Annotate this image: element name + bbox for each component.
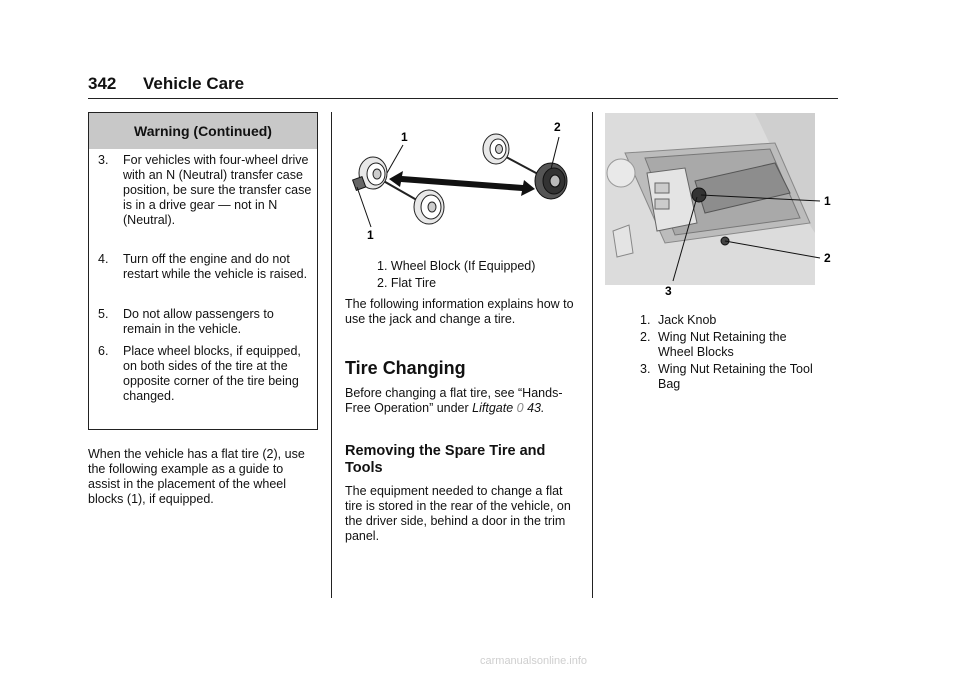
figure-caption: 2. Flat Tire <box>377 276 437 290</box>
cross-reference-paragraph <box>345 386 577 416</box>
caption-text: Wing Nut Retaining the Wheel Blocks <box>658 330 787 359</box>
warning-item <box>98 307 314 337</box>
warning-item-text: For vehicles with four-wheel drive with an N (Neutral) transfer case position, be sure the transfer case is in a drive gear — not in N (Neutral). <box>123 153 312 227</box>
front-tire-left <box>483 134 509 164</box>
callout-label: 3 <box>665 284 672 298</box>
figure-caption <box>640 362 820 392</box>
warning-item-number: 3. <box>98 153 109 167</box>
section-title: Vehicle Care <box>143 74 245 93</box>
figure-caption: 1. Wheel Block (If Equipped) <box>377 259 536 273</box>
header-rule <box>88 98 838 99</box>
warning-item <box>98 344 314 404</box>
wheel-block-diagram <box>345 115 577 243</box>
figure-caption <box>640 330 820 360</box>
intro-paragraph: The following information explains how to use the jack and change a tire. <box>345 297 574 326</box>
section-heading: Tire Changing <box>345 358 466 378</box>
page-number: 342 <box>88 74 117 93</box>
rear-tire-right <box>414 190 444 224</box>
callout-label: 1 <box>401 130 408 144</box>
warning-title: Warning (Continued) <box>89 113 317 149</box>
caption-text: Jack Knob <box>658 313 717 327</box>
column-divider-1 <box>331 112 332 598</box>
watermark: carmanualsonline.info <box>480 655 588 667</box>
warning-item-text: Do not allow passengers to remain in the vehicle. <box>123 307 274 336</box>
xref-title: Liftgate <box>472 401 514 415</box>
xref-page: 43 <box>527 401 542 415</box>
callout-label: 1 <box>367 228 374 242</box>
caption-number: 2. <box>640 330 651 344</box>
warning-item-number: 4. <box>98 252 109 266</box>
page-ref-icon: 0 <box>516 401 524 415</box>
warning-item-number: 6. <box>98 344 109 358</box>
body-paragraph: The equipment needed to change a flat tire is stored in the rear of the vehicle, on the driver side, behind a door in the trim panel. <box>345 484 571 543</box>
callout-label: 2 <box>554 120 561 134</box>
caption-number: 3. <box>640 362 651 376</box>
xref-link[interactable]: Liftgate 0 43. <box>472 401 545 415</box>
warning-item-number: 5. <box>98 307 109 321</box>
callout-label: 1 <box>824 194 831 208</box>
caption-number: 1. <box>640 313 651 327</box>
callout-label: 2 <box>824 251 831 265</box>
warning-item-text: Place wheel blocks, if equipped, on both sides of the tire at the opposite corner of the tire being changed. <box>123 344 301 403</box>
warning-item-text: Turn off the engine and do not restart while the vehicle is raised. <box>123 252 308 281</box>
tool-storage-photo <box>605 113 837 298</box>
arrow-icon <box>389 171 535 196</box>
tool-storage-figure <box>605 113 837 298</box>
column-divider-2 <box>592 112 593 598</box>
subsection-heading: Removing the Spare Tire and Tools <box>345 443 546 476</box>
warning-item <box>98 252 314 282</box>
before-text: Before changing a flat tire, see “Hands-Free Operation” under <box>345 386 563 415</box>
caption-text: Wing Nut Retaining the Tool Bag <box>658 362 813 391</box>
figure-caption <box>640 313 820 328</box>
warning-item <box>98 153 314 228</box>
body-paragraph: When the vehicle has a flat tire (2), use the following example as a guide to assist in the placement of the wheel blocks (1), if equipped. <box>88 447 305 506</box>
